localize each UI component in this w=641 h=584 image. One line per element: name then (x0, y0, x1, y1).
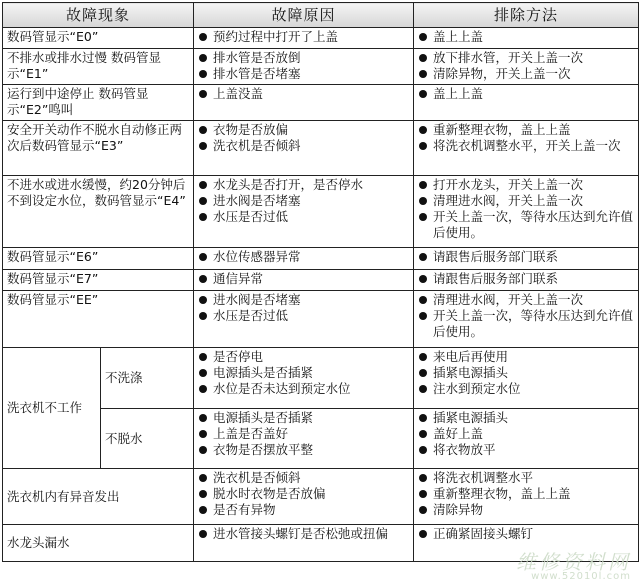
cause-cell (194, 248, 414, 270)
fix-item: 将洗衣机调整水平，开关上盖一次 (418, 138, 635, 154)
sub-symptom-cell: 不洗涤 (101, 348, 194, 409)
table-row (3, 28, 639, 49)
cause-item: 水位传感器异常 (198, 249, 410, 265)
table-row (3, 525, 639, 562)
symptom-cell: 数码管显示“E6” (3, 248, 194, 270)
cause-cell (194, 348, 414, 409)
cause-cell (194, 409, 414, 469)
cause-item: 电源插头是否插紧 (198, 410, 410, 426)
cause-cell (194, 291, 414, 348)
cause-item: 水压是否过低 (198, 308, 410, 324)
fix-item: 清理进水阀，开关上盖一次 (418, 193, 635, 209)
table-row (3, 49, 639, 85)
fix-cell (414, 176, 639, 248)
cause-item: 电源插头是否插紧 (198, 365, 410, 381)
table-row (3, 348, 639, 409)
fix-cell (414, 28, 639, 49)
cause-cell (194, 176, 414, 248)
cause-item: 洗衣机是否倾斜 (198, 138, 410, 154)
symptom-cell: 运行到中途停止 数码管显示“E2”鸣叫 (3, 85, 194, 121)
symptom-cell: 安全开关动作不脱水自动修正两次后数码管显示“E3” (3, 121, 194, 176)
cause-item: 预约过程中打开了上盖 (198, 29, 410, 45)
fix-item: 重新整理衣物，盖上上盖 (418, 486, 635, 502)
table-row (3, 85, 639, 121)
fix-item: 盖上上盖 (418, 86, 635, 102)
header-solution: 排除方法 (414, 3, 639, 28)
cause-item: 洗衣机是否倾斜 (198, 470, 410, 486)
fix-cell (414, 291, 639, 348)
cause-item: 衣物是否放偏 (198, 122, 410, 138)
fix-cell (414, 525, 639, 562)
cause-item: 水位是否未达到预定水位 (198, 381, 410, 397)
sub-symptom-cell: 不脱水 (101, 409, 194, 469)
fix-item: 插紧电源插头 (418, 410, 635, 426)
fix-item: 重新整理衣物，盖上上盖 (418, 122, 635, 138)
symptom-cell: 数码管显示“E0” (3, 28, 194, 49)
cause-item: 水压是否过低 (198, 209, 410, 225)
fix-item: 打开水龙头，开关上盖一次 (418, 177, 635, 193)
fix-item: 清除异物 (418, 502, 635, 518)
cause-cell (194, 28, 414, 49)
fault-table (2, 2, 639, 562)
table-row (3, 121, 639, 176)
cause-item: 进水阀是否堵塞 (198, 193, 410, 209)
fix-cell (414, 270, 639, 291)
fix-cell (414, 49, 639, 85)
cause-item: 是否有异物 (198, 502, 410, 518)
cause-item: 上盖没盖 (198, 86, 410, 102)
cause-cell (194, 85, 414, 121)
cause-item: 排水管是否放倒 (198, 50, 410, 66)
symptom-cell: 不进水或进水缓慢，约20分钟后不到设定水位，数码管显示“E4” (3, 176, 194, 248)
cause-cell (194, 525, 414, 562)
header-cause: 故障原因 (194, 3, 414, 28)
fix-cell (414, 409, 639, 469)
cause-cell (194, 121, 414, 176)
symptom-cell: 数码管显示“EE” (3, 291, 194, 348)
symptom-cell: 洗衣机不工作 (3, 348, 101, 469)
table-row (3, 248, 639, 270)
fix-item: 将衣物放平 (418, 442, 635, 458)
fix-item: 来电后再使用 (418, 349, 635, 365)
fix-cell (414, 85, 639, 121)
fix-item: 开关上盖一次，等待水压达到允许值后使用。 (418, 308, 635, 340)
fix-item: 开关上盖一次，等待水压达到允许值后使用。 (418, 209, 635, 241)
fix-cell (414, 121, 639, 176)
cause-item: 水龙头是否打开，是否停水 (198, 177, 410, 193)
table-row (3, 176, 639, 248)
fix-cell (414, 469, 639, 525)
cause-item: 上盖是否盖好 (198, 426, 410, 442)
fix-item: 正确紧固接头螺钉 (418, 526, 635, 542)
fix-item: 注水到预定水位 (418, 381, 635, 397)
table-row (3, 291, 639, 348)
fix-item: 请跟售后服务部门联系 (418, 249, 635, 265)
cause-item: 排水管是否堵塞 (198, 66, 410, 82)
symptom-cell: 数码管显示“E7” (3, 270, 194, 291)
symptom-cell: 不排水或排水过慢 数码管显示“E1” (3, 49, 194, 85)
fix-cell (414, 348, 639, 409)
fix-item: 盖上上盖 (418, 29, 635, 45)
cause-item: 进水管接头螺钉是否松弛或扭偏 (198, 526, 410, 542)
fix-item: 清除异物，开关上盖一次 (418, 66, 635, 82)
fix-item: 请跟售后服务部门联系 (418, 271, 635, 287)
cause-cell (194, 49, 414, 85)
watermark-text: 维修资料网 (516, 550, 631, 574)
table-row (3, 270, 639, 291)
symptom-cell: 水龙头漏水 (3, 525, 194, 562)
cause-item: 进水阀是否堵塞 (198, 292, 410, 308)
header-row (3, 3, 639, 28)
fix-cell (414, 248, 639, 270)
fix-item: 放下排水管，开关上盖一次 (418, 50, 635, 66)
symptom-cell: 洗衣机内有异音发出 (3, 469, 194, 525)
fix-item: 插紧电源插头 (418, 365, 635, 381)
header-symptom: 故障现象 (3, 3, 194, 28)
cause-item: 脱水时衣物是否放偏 (198, 486, 410, 502)
cause-item: 是否停电 (198, 349, 410, 365)
watermark-url: www.52010l.com (531, 571, 631, 582)
table-row (3, 469, 639, 525)
cause-item: 通信异常 (198, 271, 410, 287)
fix-item: 清理进水阀，开关上盖一次 (418, 292, 635, 308)
cause-cell (194, 270, 414, 291)
fix-item: 盖好上盖 (418, 426, 635, 442)
cause-item: 衣物是否摆放平整 (198, 442, 410, 458)
cause-cell (194, 469, 414, 525)
fix-item: 将洗衣机调整水平 (418, 470, 635, 486)
